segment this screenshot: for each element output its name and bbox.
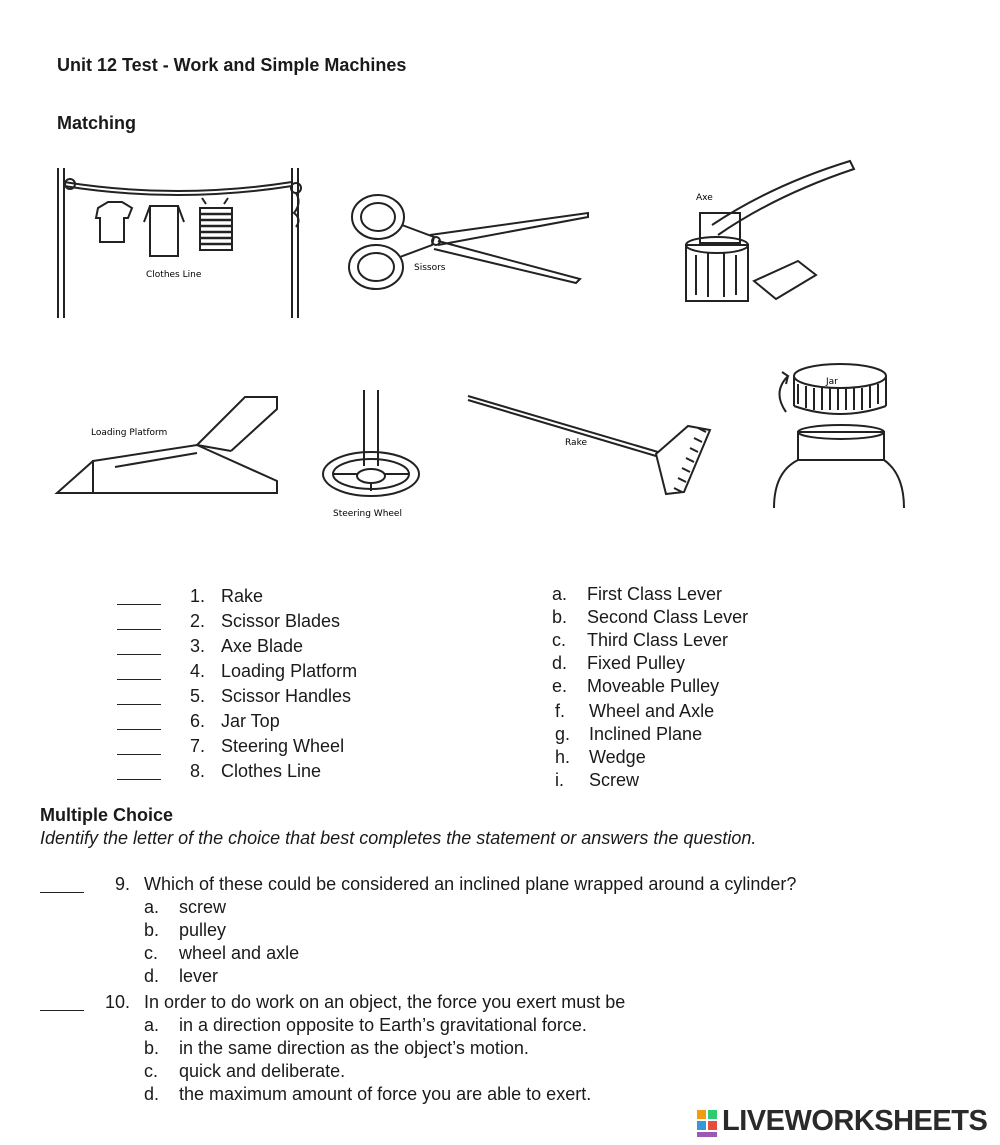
loading-platform-caption: Loading Platform bbox=[91, 428, 168, 438]
multiple-choice-heading: Multiple Choice bbox=[40, 805, 174, 825]
page-title: Unit 12 Test - Work and Simple Machines bbox=[57, 55, 407, 75]
instructions: Identify the letter of the choice that best completes the statement or answers the question. bbox=[40, 828, 757, 848]
answer-blank[interactable] bbox=[117, 604, 161, 605]
jar-caption: Jar bbox=[826, 377, 838, 387]
steering-wheel-illustration bbox=[318, 388, 428, 520]
answer-blank[interactable] bbox=[117, 654, 161, 655]
answer-blank[interactable] bbox=[40, 892, 84, 893]
brand-logo: LIVEWORKSHEETS bbox=[722, 1105, 988, 1137]
rake-caption: Rake bbox=[565, 438, 587, 448]
jar-illustration bbox=[768, 362, 908, 512]
axe-caption: Axe bbox=[696, 193, 713, 203]
rake-illustration bbox=[466, 390, 721, 505]
answer-blank[interactable] bbox=[117, 754, 161, 755]
loading-platform-illustration bbox=[55, 395, 280, 507]
answer-blank[interactable] bbox=[117, 779, 161, 780]
clothes-line-illustration bbox=[52, 160, 312, 322]
scissors-illustration bbox=[344, 185, 594, 295]
answer-blank[interactable] bbox=[117, 629, 161, 630]
answer-blank[interactable] bbox=[40, 1010, 84, 1011]
axe-illustration bbox=[672, 155, 862, 310]
steering-wheel-caption: Steering Wheel bbox=[333, 509, 402, 519]
clothes-line-caption: Clothes Line bbox=[146, 270, 202, 280]
scissors-caption: Sissors bbox=[414, 263, 446, 273]
liveworksheets-logo-icon bbox=[697, 1110, 719, 1138]
answer-blank[interactable] bbox=[117, 729, 161, 730]
answer-blank[interactable] bbox=[117, 704, 161, 705]
answer-blank[interactable] bbox=[117, 679, 161, 680]
matching-heading: Matching bbox=[57, 113, 136, 133]
